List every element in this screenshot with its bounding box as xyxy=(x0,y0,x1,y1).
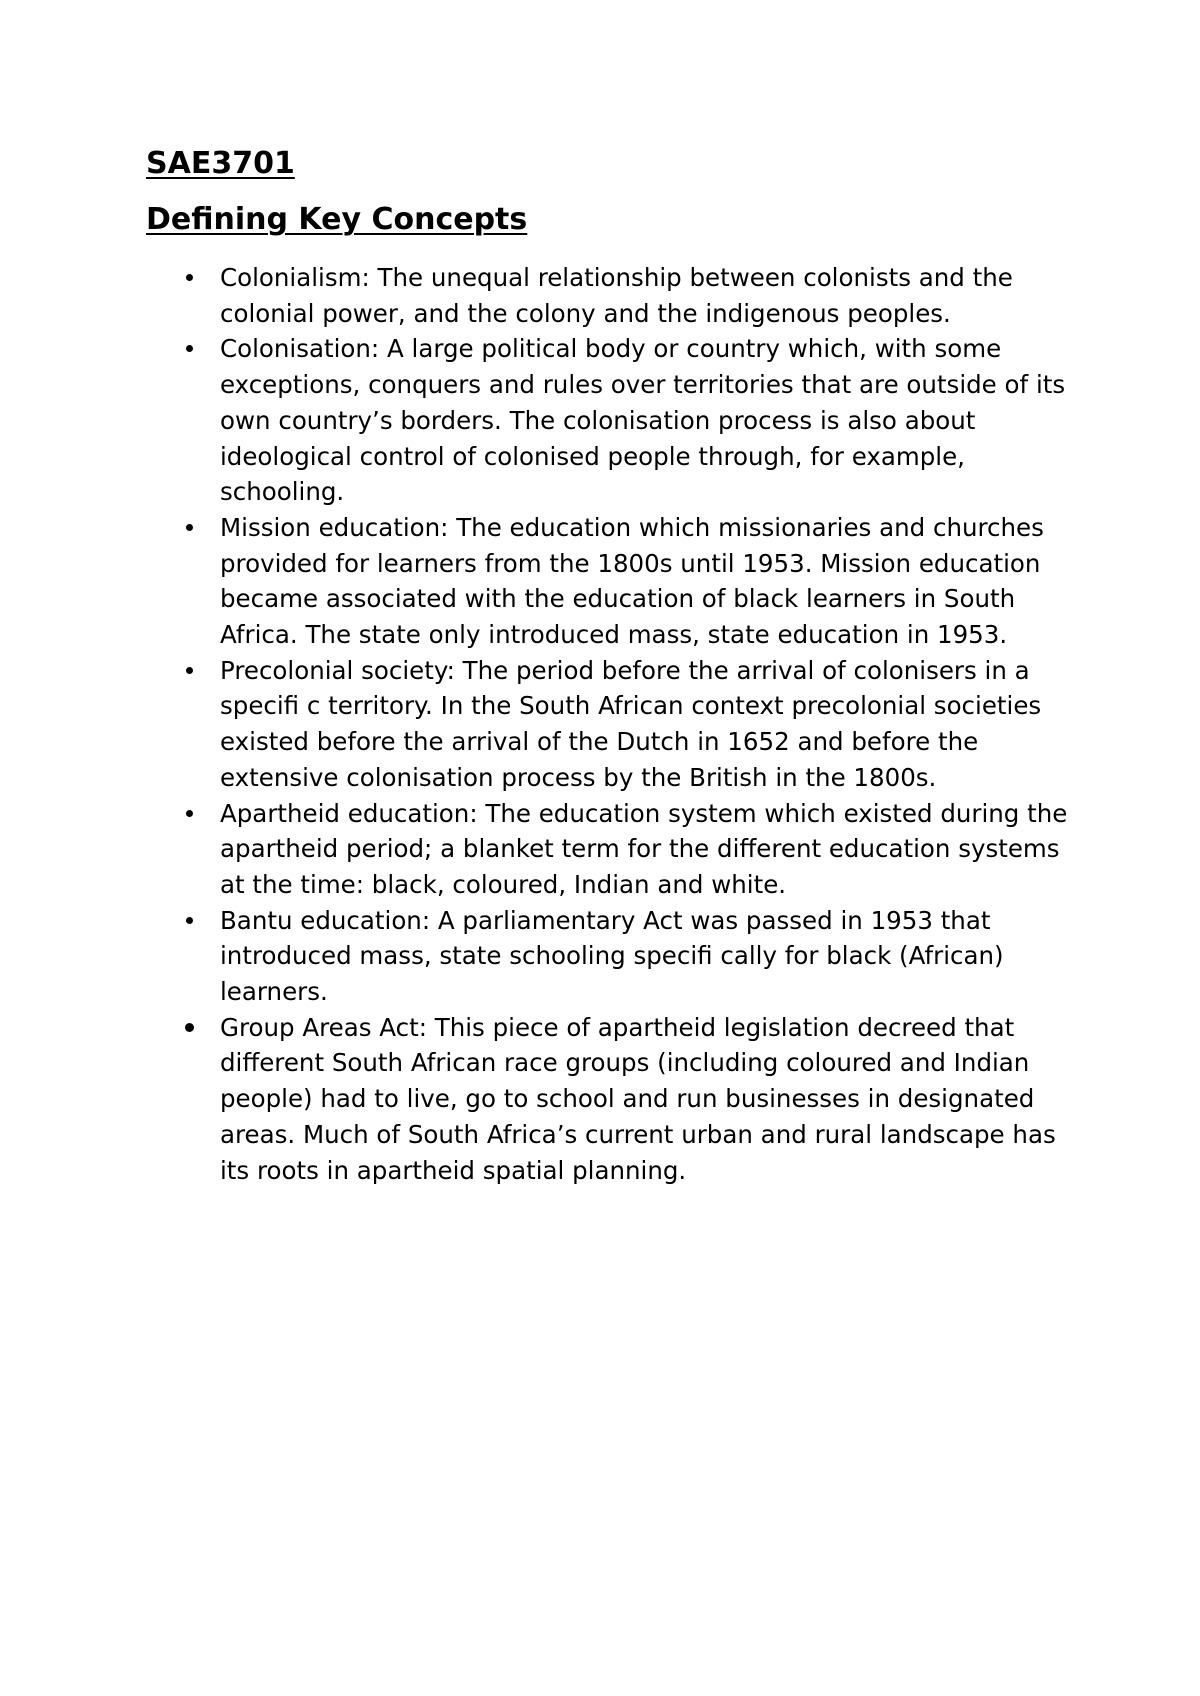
list-item-colonisation xyxy=(220,331,1080,510)
list-item-text: Bantu education: A parliamentary Act was passed in 1953 that introduced mass, state schooling specifi cally for black (African) learners. xyxy=(220,905,1004,1007)
bullet-icon xyxy=(186,524,193,531)
key-concepts-list xyxy=(220,260,1080,1188)
list-item-group-areas-act xyxy=(220,1010,1080,1189)
bullet-icon xyxy=(185,1023,194,1032)
bullet-icon xyxy=(186,274,193,281)
bullet-icon xyxy=(186,917,193,924)
list-item-bantu-education xyxy=(220,903,1080,1010)
list-item-text: Mission education: The education which missionaries and churches provided for learners from the 1800s until 1953. Mission education became associated with the education of black learners in South Africa. The state only introduced mass, state education in 1953. xyxy=(220,512,1044,650)
section-title-heading: Defining Key Concepts xyxy=(146,202,528,237)
list-item-text: Precolonial society: The period before the arrival of colonisers in a specifi c territory. In the South African context precolonial societies existed before the arrival of the Dutch in 1652 and before the extensive colonisation process by the British in the 1800s. xyxy=(220,655,1042,792)
list-item-text: Apartheid education: The education system which existed during the apartheid period; a blanket term for the different education systems at the time: black, coloured, Indian and white. xyxy=(220,798,1068,899)
list-item-mission-education xyxy=(220,510,1080,653)
list-item-text: Group Areas Act: This piece of apartheid legislation decreed that different South African race groups (including coloured and Indian people) had to live, go to school and run businesses in designated areas. Much of South Africa’s current urban and rural landscape has its roots in apartheid spatial planning. xyxy=(220,1012,1056,1185)
bullet-icon xyxy=(186,667,193,674)
course-code-heading: SAE3701 xyxy=(146,146,295,181)
bullet-icon xyxy=(186,345,193,352)
list-item-precolonial-society xyxy=(220,653,1080,796)
list-item-text: Colonisation: A large political body or country which, with some exceptions, conquers and rules over territories that are outside of its own country’s borders. The colonisation process is also about ideological control of colonised people through, for example, schooling. xyxy=(220,334,1066,507)
bullet-icon xyxy=(186,810,193,817)
list-item-text: Colonialism: The unequal relationship between colonists and the colonial power, and the colony and the indigenous peoples. xyxy=(220,263,1013,328)
list-item-apartheid-education xyxy=(220,796,1080,903)
list-item-colonialism xyxy=(220,260,1080,331)
